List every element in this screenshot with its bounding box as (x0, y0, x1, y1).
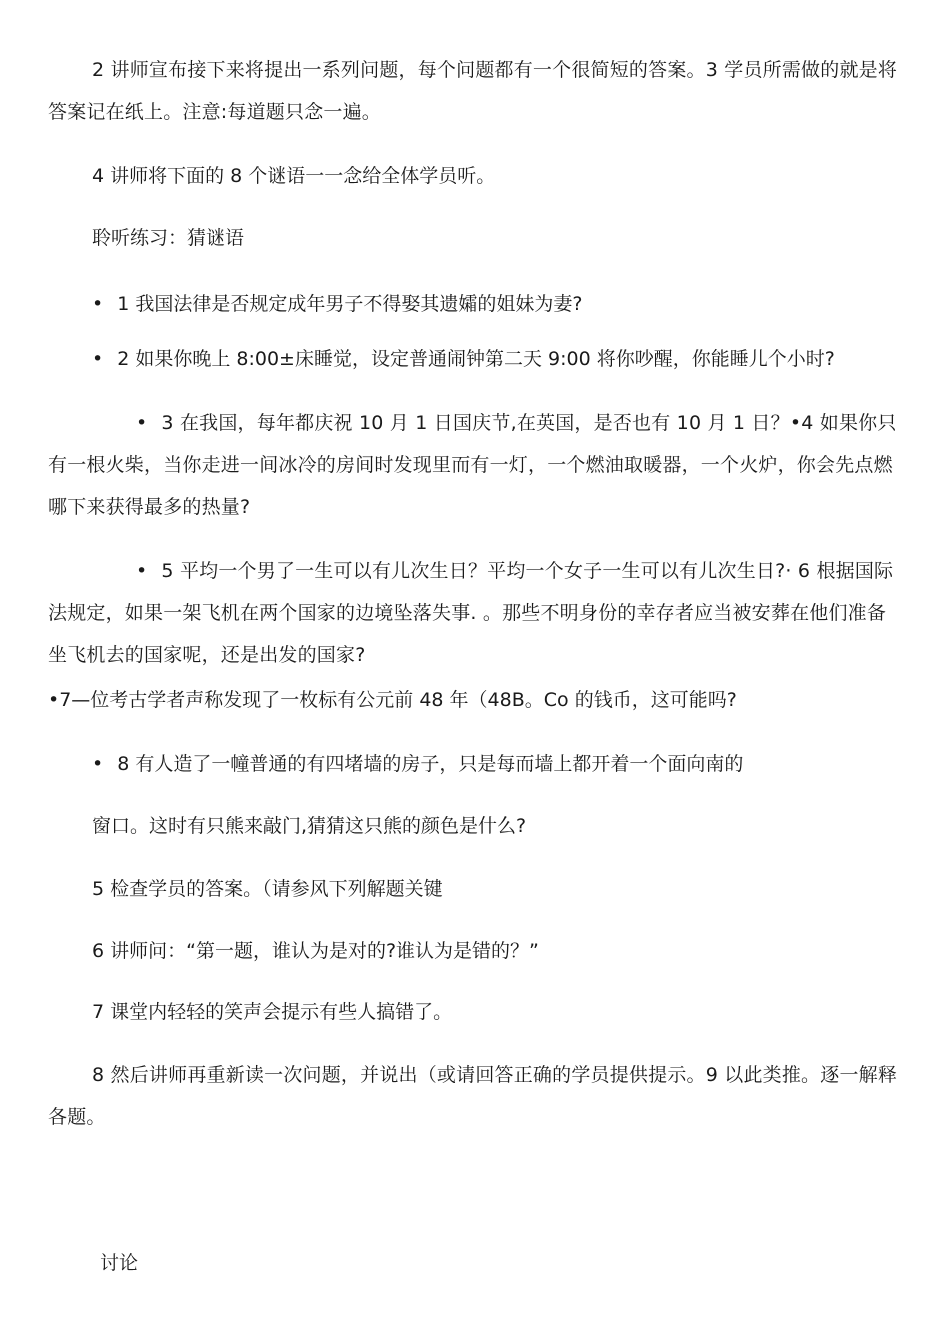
paragraph-step-5: 5 检查学员的答案。（请参风下列解题关键 (92, 878, 443, 900)
bullet-icon: • (92, 348, 104, 370)
paragraph-step-4: 4 讲师将下面的 8 个谜语一一念给全体学员听。 (92, 165, 496, 187)
paragraph-step-8-9: 8 然后讲师再重新读一次问题，并说出（或请回答正确的学员提供提示。9 以此类推。逐一解释各题。 (48, 1064, 898, 1128)
riddle-text: 8 有人造了一幢普通的有四堵墙的房子，只是每而墙上都开着一个面向南的 (117, 753, 744, 775)
paragraph-step-2-3: 2 讲师宣布接下来将提出一系列问题，每个问题都有一个很简短的答案。3 学员所需做的就是将答案记在纸上。注意:每道题只念一遍。 (48, 59, 898, 123)
riddle-item-7: •7—位考古学者声称发现了一枚标有公元前 48 年（48B。Co 的钱币，这可能吗? (48, 689, 737, 711)
bullet-icon: • (92, 293, 104, 315)
paragraph-step-6: 6 讲师问：“第一题，谁认为是对的?谁认为是错的？” (92, 940, 539, 962)
riddle-item-2 (92, 347, 835, 371)
riddle-text: 3 在我国，每年都庆祝 10 月 1 日国庆节,在英国，是否也有 10 月 1 日？•4 如果你只有一根火柴，当你走进一间冰冷的房间时发现里而有一灯，一个燃油取暖器，一个火炉，你会先点燃哪下来获得最多的热量? (48, 412, 897, 518)
riddle-text: 2 如果你晚上 8:00±床睡觉，设定普通闹钟第二天 9:00 将你吵醒，你能睡儿个小时? (117, 348, 835, 370)
riddle-text: 5 平均一个男了一生可以有儿次生日？平均一个女子一生可以有儿次生日?· 6 根据国际法规定，如果一架飞机在两个国家的边境坠落失事. 。那些不明身份的幸存者应当被安葬在他们准备坐飞机去的国家呢，还是出发的国家? (48, 560, 894, 666)
section-heading-listening-exercise: 聆听练习：猜谜语 (92, 227, 245, 249)
discussion-heading: 讨论 (100, 1252, 139, 1274)
bullet-icon: • (92, 753, 104, 775)
bullet-icon: • (136, 412, 148, 434)
bullet-icon: • (136, 560, 148, 582)
riddle-text: 1 我国法律是否规定成年男子不得娶其遗孀的姐妹为妻? (117, 293, 583, 315)
riddle-item-5-6 (48, 550, 900, 676)
riddle-item-8-continued: 窗口。这时有只熊来敲门,猜猜这只熊的颜色是什么? (92, 815, 527, 837)
riddle-item-1 (92, 292, 582, 316)
riddle-item-8 (92, 752, 743, 776)
riddle-item-3-4 (48, 402, 900, 528)
paragraph-step-7: 7 课堂内轻轻的笑声会提示有些人搞错了。 (92, 1001, 453, 1023)
